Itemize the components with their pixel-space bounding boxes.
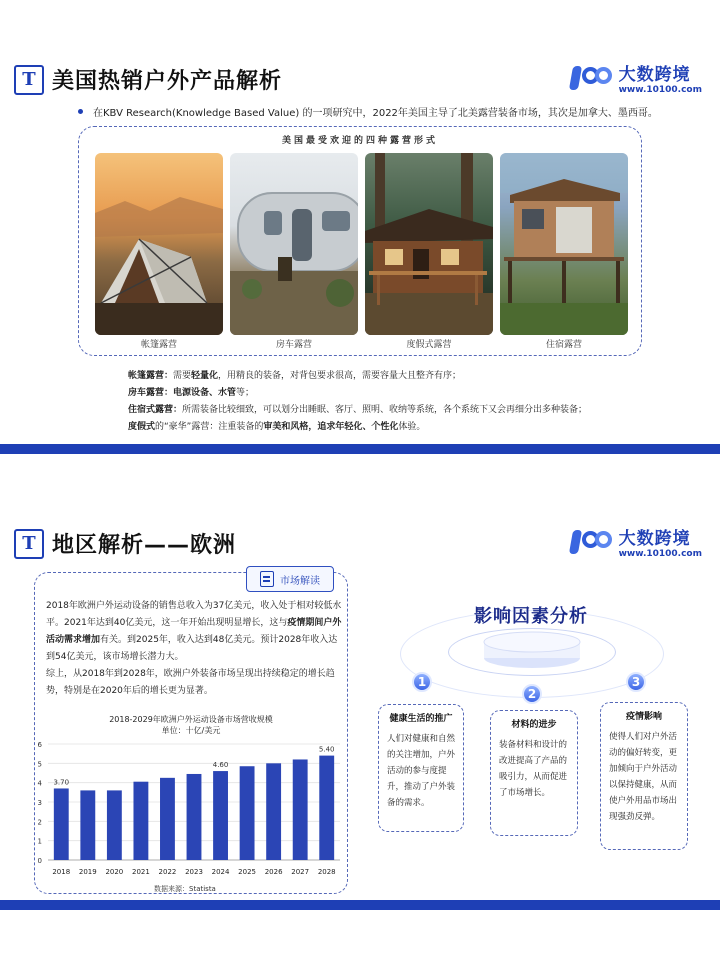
chart-data-label: 3.70 <box>53 778 70 787</box>
chart-y-tick-label: 4 <box>37 779 42 788</box>
desc-line: 帐篷露营：需要轻量化，用精良的装备，对背包要求很高，需要容量大且整齐有序； <box>128 371 462 381</box>
chart-data-label: 4.60 <box>212 761 229 770</box>
logo-url: www.10100.com <box>618 549 702 559</box>
chart-y-tick-label: 0 <box>37 857 42 865</box>
camping-types-header: 美国最受欢迎的四种露营形式 <box>281 136 438 146</box>
chart-x-tick-label: 2020 <box>105 868 124 876</box>
chart-bar <box>160 778 175 860</box>
brand-logo <box>571 60 702 95</box>
photo-label: 住宿露营 <box>545 340 582 350</box>
chart-x-tick-label: 2018 <box>52 868 71 876</box>
intro-bullet-text: 在KBV Research(Knowledge Based Value) 的一项研究中，2022年美国主导了北美露营装备市场，其次是加拿大、墨西哥。 <box>93 108 658 119</box>
factor-card-health <box>378 704 464 832</box>
chart-x-tick-label: 2021 <box>131 868 150 876</box>
intro-bullet <box>78 104 658 119</box>
chart-x-tick-label: 2022 <box>158 868 177 876</box>
chart-bar <box>213 771 228 860</box>
chart-title: 2018-2029年欧洲户外运动设备市场营收规模 <box>109 715 273 724</box>
footer-bar <box>0 444 720 454</box>
chart-y-tick-label: 1 <box>37 837 42 846</box>
market-reading-tag <box>246 566 334 592</box>
chart-y-tick-label: 3 <box>37 799 42 807</box>
factor-card-materials <box>490 710 578 836</box>
chart-bar <box>80 790 95 860</box>
tent-photo <box>95 153 223 335</box>
footer-bar <box>0 900 720 910</box>
chart-x-tick-label: 2026 <box>264 868 283 876</box>
chart-x-tick-label: 2024 <box>211 868 230 876</box>
document-icon <box>260 571 274 587</box>
photo-label: 度假式露营 <box>406 340 452 350</box>
cabin-photo <box>365 153 493 335</box>
market-para-2: 综上，从2018年到2028年，欧洲户外装备市场呈现出持续稳定的增长趋势，特别是在2020年后的增长更为显著。 <box>46 669 335 696</box>
slide2-title-row <box>14 528 236 559</box>
revenue-bar-chart <box>34 736 348 880</box>
brand-logo <box>571 524 702 559</box>
bullet-dot-icon <box>78 109 83 114</box>
slide-europe <box>0 510 720 910</box>
factor-analysis-title: 影响因素分析 <box>474 606 588 627</box>
chart-x-tick-label: 2019 <box>78 868 97 876</box>
chart-bar <box>240 766 255 860</box>
factor-title: 疫情影响 <box>625 712 662 722</box>
chart-bar <box>107 790 122 860</box>
chart-subtitle: 单位：十亿/美元 <box>161 726 221 735</box>
factor-number-2: 2 <box>522 684 542 704</box>
title-t-icon: T <box>14 65 44 95</box>
chart-bar <box>54 788 69 860</box>
desc-line: 房车露营：电源设备、水管等； <box>128 388 255 398</box>
rv-photo <box>230 153 358 335</box>
chart-bar <box>133 782 148 860</box>
factor-number-3: 3 <box>626 672 646 692</box>
chart-title-block <box>34 714 348 736</box>
camping-photos <box>95 153 628 335</box>
slide1-title: 美国热销户外产品解析 <box>52 69 283 94</box>
photo-label: 房车露营 <box>275 340 312 350</box>
market-tag-label: 市场解读 <box>280 575 320 587</box>
chart-source: 数据来源：Statista <box>154 885 216 893</box>
title-t-icon: T <box>14 529 44 559</box>
logo-name: 大数跨境 <box>618 529 691 549</box>
pedestal-graphic <box>470 628 594 672</box>
chart-bar <box>293 759 308 860</box>
factor-card-pandemic <box>600 702 688 850</box>
camping-types-box <box>78 126 642 356</box>
chart-bar <box>319 756 334 860</box>
desc-line: 度假式的“豪华”露营：注重装备的审美和风格，追求年轻化、个性化体验。 <box>128 422 426 432</box>
treehouse-photo <box>500 153 628 335</box>
factor-text: 使得人们对户外活动的偏好转变，更加倾向于户外活动以保持健康，从而使户外用品市场出现强劲反弹。 <box>609 732 678 822</box>
logo-name: 大数跨境 <box>618 65 691 85</box>
chart-y-tick-label: 6 <box>37 741 42 749</box>
slide1-title-row <box>14 64 282 95</box>
chart-bar <box>187 774 202 860</box>
chart-x-tick-label: 2025 <box>238 868 257 876</box>
logo-url: www.10100.com <box>618 85 702 95</box>
chart-x-tick-label: 2028 <box>317 868 336 876</box>
slide-us-products <box>0 46 720 454</box>
market-analysis-text <box>46 598 342 700</box>
chart-y-tick-label: 5 <box>37 760 42 769</box>
factor-title: 材料的进步 <box>511 720 557 730</box>
factor-title: 健康生活的推广 <box>389 714 453 724</box>
slide2-title: 地区解析——欧洲 <box>52 533 237 558</box>
chart-y-tick-label: 2 <box>37 818 42 827</box>
logo-mark-icon <box>571 526 615 558</box>
chart-x-tick-label: 2027 <box>291 868 310 876</box>
photo-label: 帐篷露营 <box>140 340 177 350</box>
factor-text: 人们对健康和自然的关注增加，户外活动的参与度提升，推动了户外装备的需求。 <box>387 734 456 808</box>
chart-data-label: 5.40 <box>318 745 335 754</box>
factor-number-1: 1 <box>412 672 432 692</box>
market-para-1: 2018年欧洲户外运动设备的销售总收入为37亿美元，收入处于相对较低水平。2021年达到40亿美元，这一年开始出现明显增长，这与疫情期间户外活动需求增加有关。到2025年，收入达到48亿美元。预计2028年收入达到54亿美元，该市场增长潜力大。 <box>46 601 342 662</box>
camping-descriptions <box>128 368 587 436</box>
logo-mark-icon <box>571 62 615 94</box>
chart-x-tick-label: 2023 <box>185 868 203 876</box>
chart-bar <box>266 763 281 860</box>
desc-line: 住宿式露营：所需装备比较细致，可以划分出睡眠、客厅、照明、收纳等系统，各个系统下又会再细分出多种装备； <box>128 405 588 415</box>
factor-text: 装备材料和设计的改进提高了产品的吸引力，从而促进了市场增长。 <box>499 740 568 798</box>
